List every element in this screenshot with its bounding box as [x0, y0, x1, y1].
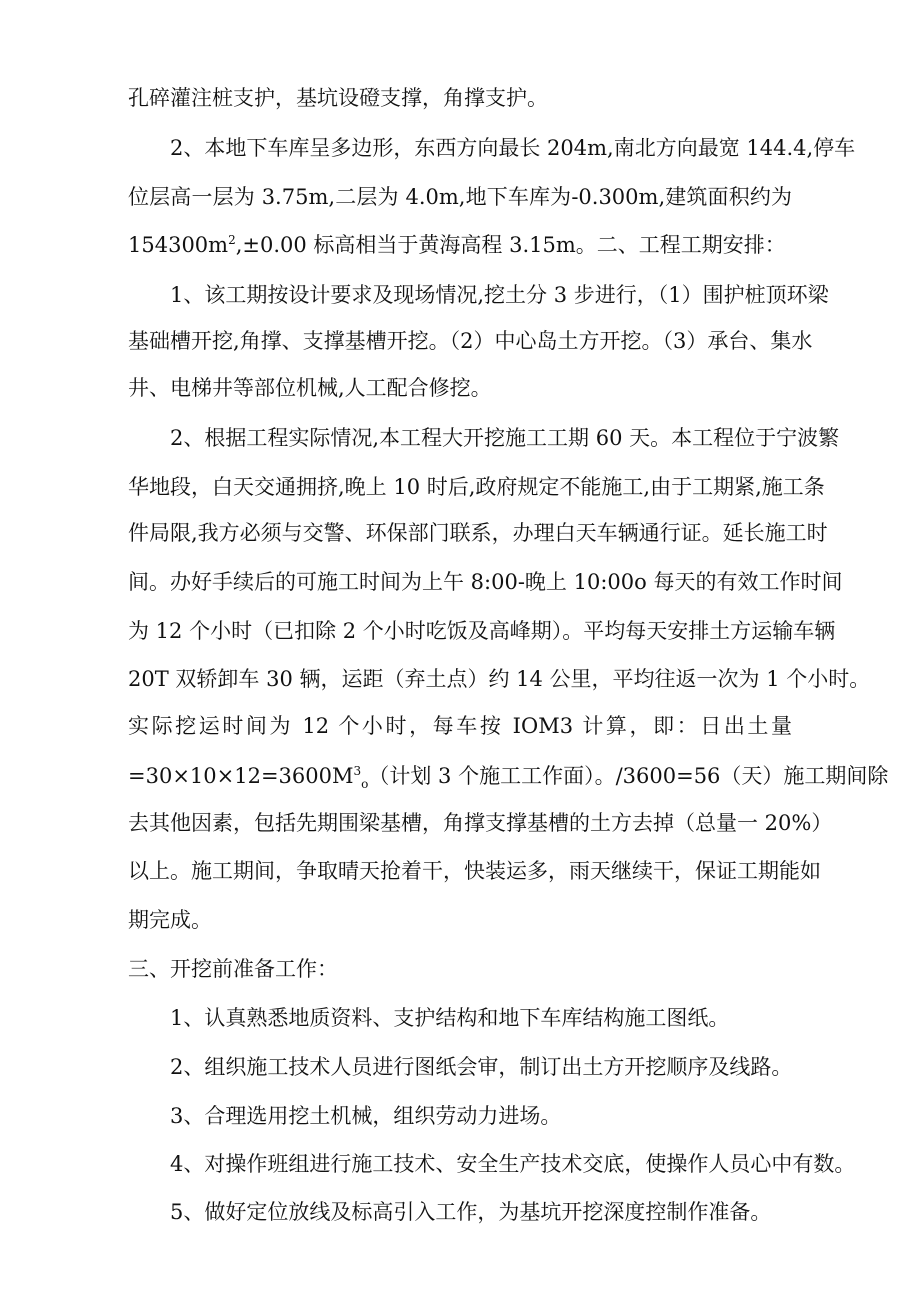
text-line: 1、该工期按设计要求及现场情况,挖土分 3 步进行，（1）围护桩顶环梁 [170, 283, 829, 307]
text-line: 2、本地下车库呈多边形，东西方向最长 204m,南北方向最宽 144.4,停车 [170, 136, 856, 160]
superscript: 3 [353, 764, 362, 778]
text-line: 间。办好手续后的可施工时间为上午 8:00-晚上 10:00o 每天的有效工作时间 [128, 570, 843, 594]
text-line: 件局限,我方必须与交警、环保部门联系，办理白天车辆通行证。延长施工时 [128, 521, 828, 545]
text-line: 为 12 个小时（已扣除 2 个小时吃饭及高峰期）。平均每天安排土方运输车辆 [128, 619, 836, 643]
text-fragment: ,±0.00 标高相当于黄海高程 3.15m。二、工程工期安排： [235, 233, 786, 257]
text-fragment: 154300m [128, 233, 229, 257]
text-line: 实际挖运时间为 12 个小时，每车按 IOM3 计算，即：日出土量 [128, 714, 792, 738]
list-item: 2、组织施工技术人员进行图纸会审，制订出土方开挖顺序及线路。 [170, 1055, 793, 1079]
text-line: 期完成。 [128, 908, 212, 932]
subscript: o [361, 777, 369, 792]
list-item: 4、对操作班组进行施工技术、安全生产技术交底，使操作人员心中有数。 [170, 1152, 856, 1176]
superscript: 2 [228, 233, 236, 247]
list-item: 1、认真熟悉地质资料、支护结构和地下车库结构施工图纸。 [170, 1006, 730, 1030]
text-line: 20T 双轿卸车 30 辆，运距（弃土点）约 14 公里，平均往返一次为 1 个小时。 [128, 667, 871, 691]
text-line: 基础槽开挖,角撑、支撑基槽开挖。（2）中心岛土方开挖。（3）承台、集水 [128, 329, 813, 353]
text-line: 位层高一层为 3.75m,二层为 4.0m,地下车库为-0.300m,建筑面积约为 [128, 185, 792, 209]
text-line: 华地段，白天交通拥挤,晚上 10 时后,政府规定不能施工,由于工期紧,施工条 [128, 475, 825, 499]
list-item: 5、做好定位放线及标高引入工作，为基坑开挖深度控制作准备。 [170, 1200, 772, 1224]
text-line: 孔碎灌注桩支护，基坑设磴支撑，角撑支护。 [128, 86, 548, 110]
text-line [128, 759, 888, 794]
text-line [128, 228, 786, 263]
list-item: 3、合理选用挖土机械，组织劳动力进场。 [170, 1104, 562, 1128]
section-heading: 三、开挖前准备工作： [128, 957, 338, 981]
text-line: 井、电梯井等部位机械,人工配合修挖。 [128, 376, 492, 400]
text-fragment: （计划 3 个施工工作面）。/3600=56（天）施工期间除 [368, 764, 889, 788]
text-fragment: =30×10×12=3600M [128, 764, 354, 788]
text-line: 以上。施工期间，争取晴天抢着干，快装运多，雨天继续干，保证工期能如 [128, 859, 821, 883]
text-line: 去其他因素，包括先期围梁基槽，角撑支撑基槽的土方去掉（总量一 20%） [128, 811, 833, 835]
text-line: 2、根据工程实际情况,本工程大开挖施工工期 60 天。本工程位于宁波繁 [170, 426, 840, 450]
